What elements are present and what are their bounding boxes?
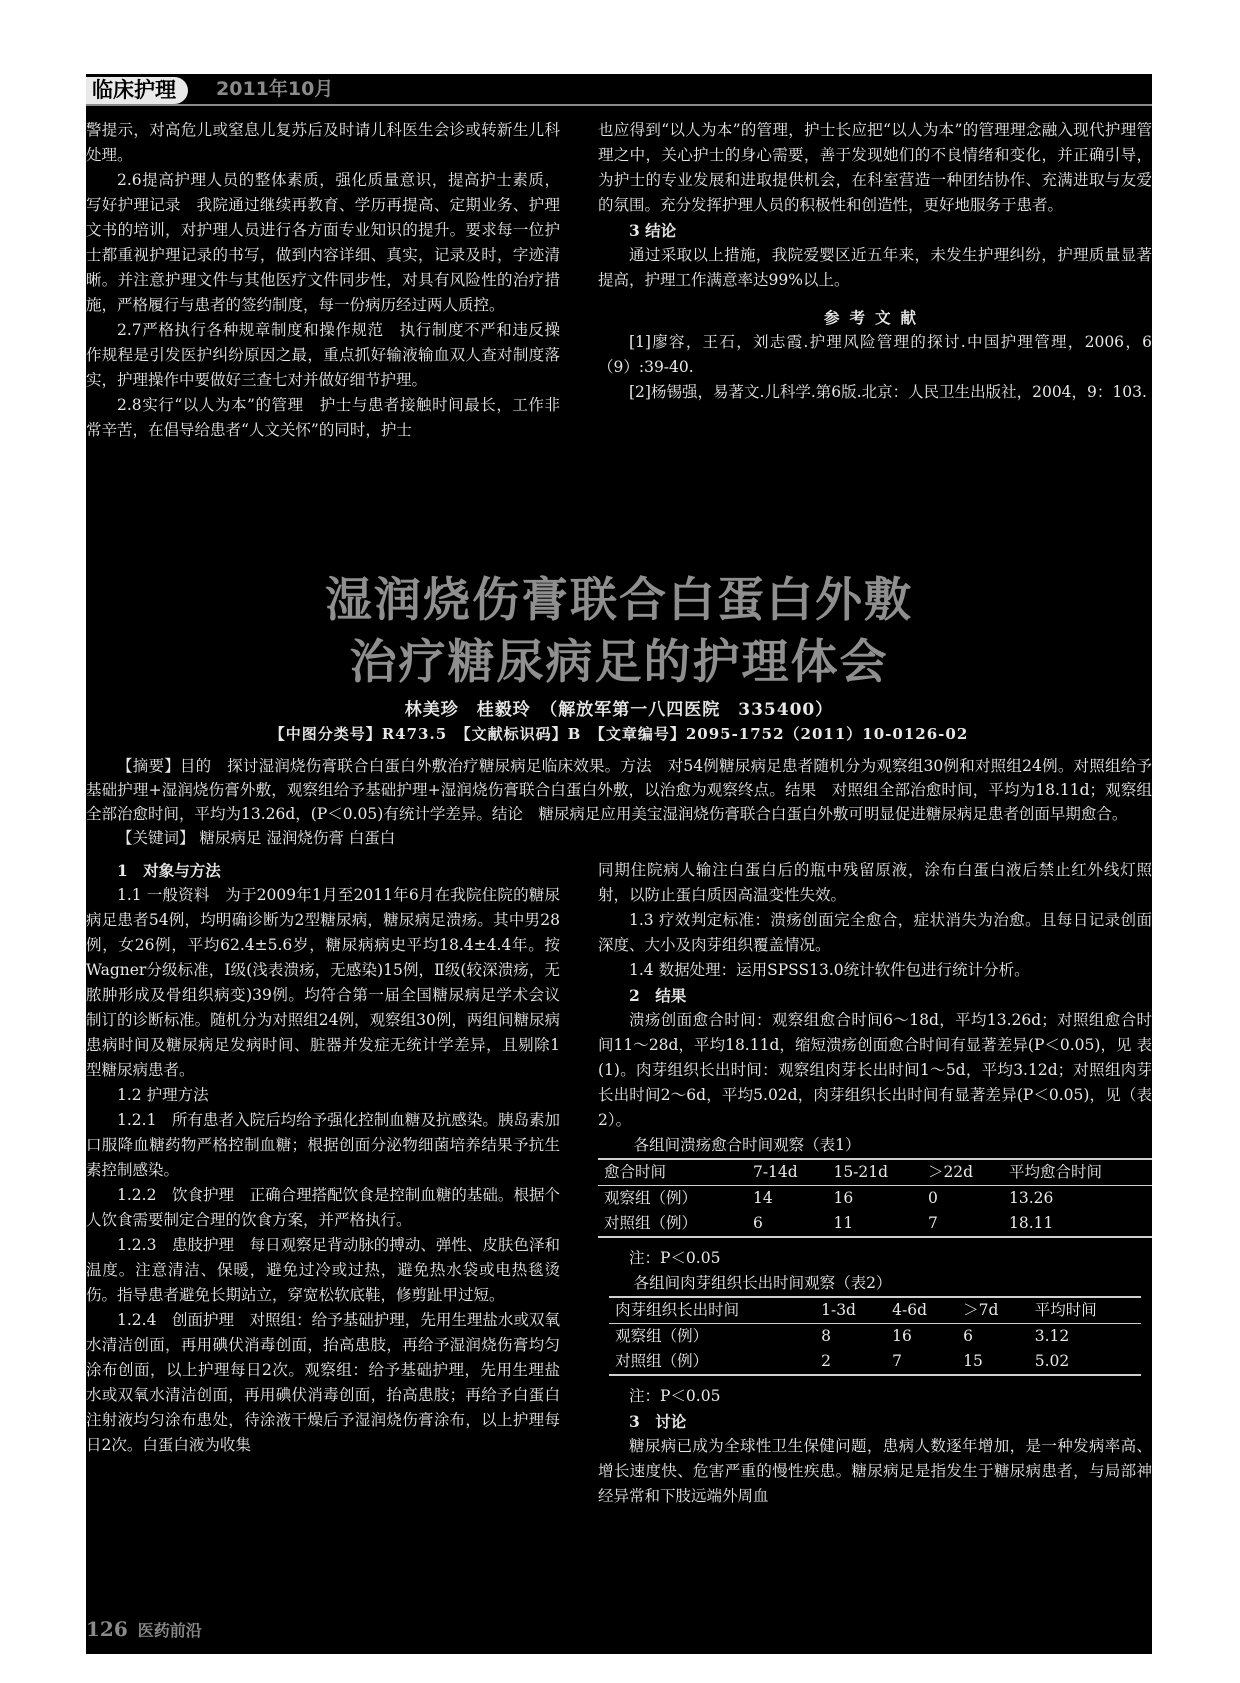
paragraph: 溃疡创面愈合时间：观察组愈合时间6～18d，平均13.26d；对照组愈合时间11～28d，平均18.11d，缩短溃疡创面愈合时间有显著差异(P＜0.05)，见 表(1)。肉芽组织长出时间：观察组肉芽长出时间1～5d，平均3.12d；对照组肉芽长出时间2～6d，平均5.02d，肉芽组织长出时间有显著差异(P＜0.05)，见（表2）。 (598, 1011, 1152, 1129)
table-cell: 6 (963, 1327, 973, 1345)
paragraph: 1.4 数据处理：运用SPSS13.0统计软件包进行统计分析。 (629, 961, 1030, 979)
table-header-cell: 平均时间 (1034, 1301, 1097, 1319)
subsection-heading: 1.2 护理方法 (117, 1086, 209, 1104)
paragraph: 同期住院病人输注白蛋白后的瓶中残留原液，涂布白蛋白液后禁止红外线灯照射，以防止蛋白质因高温变性失效。 (598, 861, 1152, 904)
table-note: 注：P＜0.05 (629, 1249, 721, 1267)
paragraph: 1.2.4 创面护理 对照组：给予基础护理，先用生理盐水或双氧水清洁创面，再用碘伏消毒创面，抬高患肢，再给予湿润烧伤膏均匀涂布创面，以上护理每日2次。观察组：给予基础护理，先用生理盐水或双氧水清洁创面，再用碘伏消毒创面，抬高患肢；再给予白蛋白注射液均匀涂布患处，待涂液干燥后予湿润烧伤膏涂布，以上护理每日2次。白蛋白液为收集 (86, 1311, 560, 1454)
table-cell: 观察组（例） (615, 1327, 709, 1345)
paragraph: 警提示，对高危儿或窒息儿复苏后及时请儿科医生会诊或转新生儿科处理。 (86, 121, 560, 164)
table-cell: 3.12 (1034, 1327, 1070, 1345)
section-heading: 2 结果 (629, 986, 687, 1005)
abstract-text: 【摘要】目的 探讨湿润烧伤膏联合白蛋白外敷治疗糖尿病足临床效果。方法 对54例糖尿病足患者随机分为观察组30例和对照组24例。对照组给予基础护理+湿润烧伤膏外敷，观察组给予基础护理+湿润烧伤膏联合白蛋白外敷，以治愈为观察终点。结果 对照组全部治愈时间，平均为18.11d；观察组全部治愈时间，平均为13.26d，(P＜0.05)有统计学差异。结论 糖尿病足应用美宝湿润烧伤膏联合白蛋白外敷可明显促进糖尿病足患者创面早期愈合。 (86, 757, 1152, 823)
paragraph: 通过采取以上措施，我院爱婴区近五年来，未发生护理纠纷，护理质量显著提高，护理工作满意率达99%以上。 (598, 246, 1152, 289)
section-heading: 1 对象与方法 (117, 861, 221, 880)
paragraph: 2.8实行“以人为本”的管理 护士与患者接触时间最长，工作非常辛苦，在倡导给患者“人文关怀”的同时，护士 (86, 396, 560, 439)
paragraph: 1.1 一般资料 为于2009年1月至2011年6月在我院住院的糖尿病足患者54例，均明确诊断为2型糖尿病，糖尿病足溃疡。其中男28例，女26例，平均62.4±5.6岁，糖尿病病史平均18.4±4.4年。按Wagner分级标准，Ⅰ级(浅表溃疡，无感染)15例，Ⅱ级(较深溃疡，无脓肿形成及骨组织病变)39例。均符合第一届全国糖尿病足学术会议制订的诊断标准。随机分为对照组24例，观察组30例，两组间糖尿病患病时间及糖尿病足发病时间、脏器并发症无统计学差异，且剔除1型糖尿病患者。 (86, 886, 560, 1079)
table-cell: 7 (892, 1352, 902, 1370)
table-cell: 观察组（例） (604, 1189, 698, 1207)
table-row (609, 1324, 1141, 1350)
table-cell: 16 (833, 1189, 854, 1207)
healing-time-table (598, 1158, 1152, 1238)
paragraph: 糖尿病已成为全球性卫生保健问题，患病人数逐年增加，是一种发病率高、增长速度快、危害严重的慢性疾患。糖尿病足是指发生于糖尿病患者，与局部神经异常和下肢远端外周血 (598, 1437, 1152, 1505)
article-left-column (86, 858, 560, 1458)
paragraph: 1.2.1 所有患者入院后均给予强化控制血糖及抗感染。胰岛素加口服降血糖药物严格控制血糖；根据创面分泌物细菌培养结果予抗生素控制感染。 (86, 1111, 560, 1179)
page-footer (86, 1615, 202, 1645)
article-title-block (86, 570, 1152, 746)
table-cell: 8 (821, 1327, 831, 1345)
article-title-line: 治疗糖尿病足的护理体会 (349, 635, 889, 690)
article-title-line: 湿润烧伤膏联合白蛋白外敷 (325, 573, 913, 628)
table-header-cell: 肉芽组织长出时间 (615, 1301, 740, 1319)
table-header-cell: 1-3d (821, 1301, 856, 1319)
table-header-cell: 4-6d (892, 1301, 927, 1319)
references-heading: 参考文献 (823, 308, 926, 327)
keywords: 【关键词】 糖尿病足 湿润烧伤膏 白蛋白 (117, 829, 396, 847)
journal-name: 医药前沿 (137, 1621, 202, 1640)
header-rule (86, 104, 1152, 106)
table-cell: 11 (833, 1214, 854, 1232)
journal-page (86, 74, 1152, 1654)
table-header-cell: ＞22d (927, 1163, 974, 1181)
article-right-column (598, 858, 1152, 1509)
paragraph: 也应得到“以人为本”的管理，护士长应把“以人为本”的管理理念融入现代护理管理之中，关心护士的身心需要，善于发现她们的不良情绪和变化，并正确引导，为护士的专业发展和进取提供机会，在科室营造一种团结协作、充满进取与友爱的氛围。充分发挥护理人员的积极性和创造性，更好地服务于患者。 (598, 121, 1152, 214)
table-cell: 6 (752, 1214, 763, 1232)
table-cell: 对照组（例） (604, 1214, 698, 1232)
classification-line: 【中图分类号】R473.5 【文献标识码】B 【文章编号】2095-1752（2011）10-0126-02 (269, 725, 969, 743)
table-cell: 14 (752, 1189, 773, 1207)
granulation-time-table (609, 1296, 1141, 1376)
table-header-cell: 平均愈合时间 (1009, 1163, 1103, 1181)
table-cell: 7 (927, 1214, 938, 1232)
table-cell: 18.11 (1009, 1214, 1054, 1232)
table-header-cell: 愈合时间 (604, 1163, 667, 1181)
table-note: 注：P＜0.05 (629, 1387, 721, 1405)
reference-item: [2]杨锡强，易著文.儿科学.第6版.北京：人民卫生出版社，2004，9：103. (629, 383, 1147, 401)
table-header-cell: 15-21d (833, 1163, 889, 1181)
prev-article-left-column (86, 118, 560, 443)
table-cell: 对照组（例） (615, 1352, 709, 1370)
table-cell: 16 (892, 1327, 912, 1345)
issue-date: 2011年10月 (216, 78, 334, 100)
table-caption: 各组间肉芽组织长出时间观察（表2） (633, 1274, 892, 1292)
section-heading: 3 结论 (629, 221, 677, 240)
table-header-cell: 7-14d (752, 1163, 798, 1181)
table-cell: 13.26 (1009, 1189, 1054, 1207)
table-cell: 2 (821, 1352, 831, 1370)
table-row (598, 1211, 1152, 1237)
table-cell: 0 (927, 1189, 938, 1207)
table-header-cell: ＞7d (963, 1301, 999, 1319)
abstract (86, 754, 1152, 850)
table-caption: 各组间溃疡愈合时间观察（表1） (633, 1136, 861, 1154)
table-header-row (609, 1297, 1141, 1324)
table-row (609, 1349, 1141, 1375)
page-header (86, 74, 1152, 108)
table-row (598, 1186, 1152, 1212)
table-cell: 5.02 (1034, 1352, 1070, 1370)
page-number: 126 (86, 1617, 128, 1641)
paragraph: 1.2.3 患肢护理 每日观察足背动脉的搏动、弹性、皮肤色泽和温度。注意清洁、保暖，避免过冷或过热，避免热水袋或电热毯烫伤。指导患者避免长期站立，穿宽松软底鞋，修剪趾甲过短。 (86, 1236, 560, 1304)
paragraph: 2.6提高护理人员的整体素质，强化质量意识，提高护士素质，写好护理记录 我院通过继续再教育、学历再提高、定期业务、护理文书的培训，对护理人员进行各方面专业知识的提升。要求每一位护士都重视护理记录的书写，做到内容详细、真实，记录及时，字迹清晰。并注意护理文件与其他医疗文件同步性，对具有风险性的治疗措施，严格履行与患者的签约制度，每一份病历经过两人质控。 (86, 171, 560, 314)
section-heading: 3 讨论 (629, 1412, 687, 1431)
reference-item: [1]廖容，王石，刘志霞.护理风险管理的探讨.中国护理管理，2006，6（9）:39-40. (598, 333, 1152, 376)
author-byline: 林美珍 桂毅玲 （解放军第一八四医院 335400） (404, 700, 834, 720)
table-header-row (598, 1159, 1152, 1186)
paragraph: 1.2.2 饮食护理 正确合理搭配饮食是控制血糖的基础。根据个人饮食需要制定合理的饮食方案，并严格执行。 (86, 1186, 560, 1229)
paragraph: 2.7严格执行各种规章制度和操作规范 执行制度不严和违反操作规程是引发医护纠纷原因之最，重点抓好输液输血双人查对制度落实，护理操作中要做好三查七对并做好细节护理。 (86, 321, 560, 389)
section-tag: 临床护理 (86, 77, 188, 104)
prev-article-right-column (598, 118, 1152, 405)
paragraph: 1.3 疗效判定标准：溃疡创面完全愈合，症状消失为治愈。且每日记录创面深度、大小及肉芽组织覆盖情况。 (598, 911, 1152, 954)
table-cell: 15 (963, 1352, 983, 1370)
